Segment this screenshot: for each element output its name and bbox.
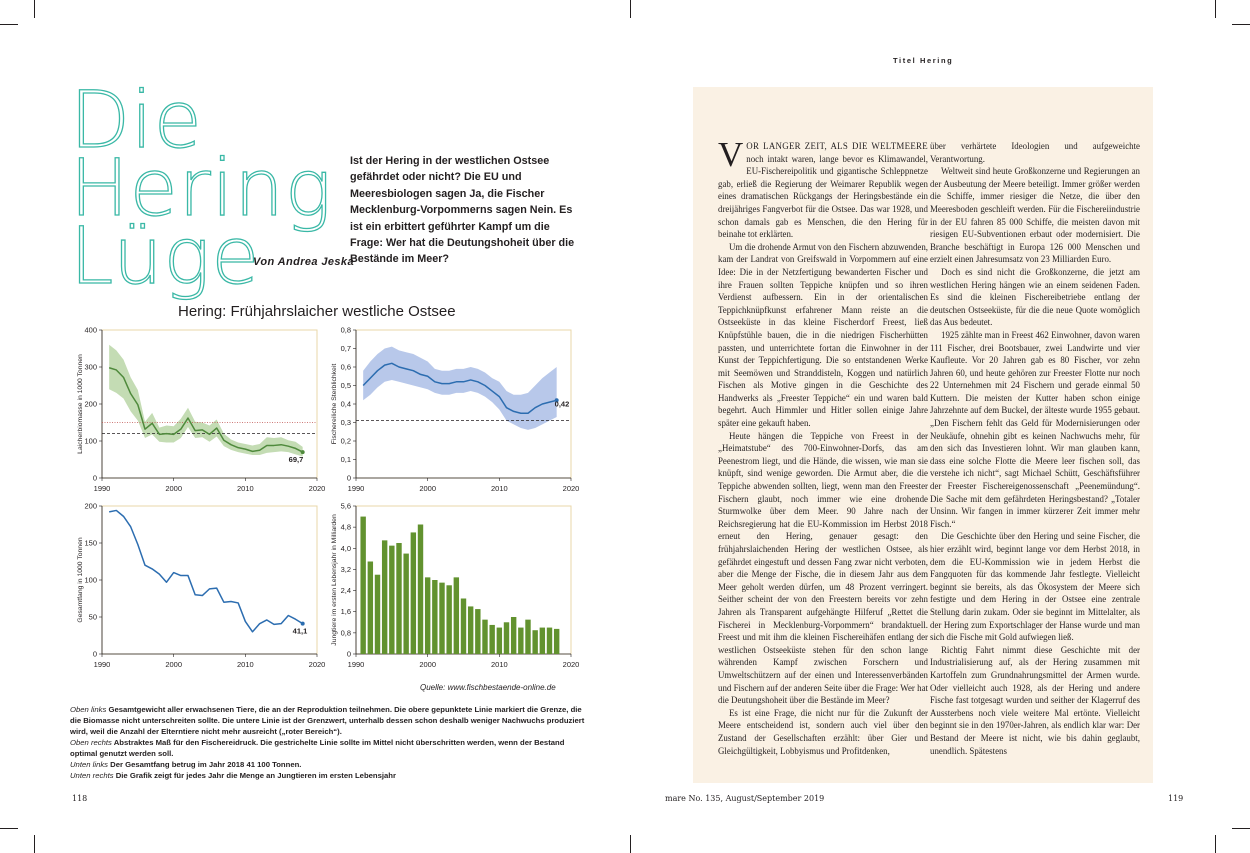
x-tick-label: 2000 xyxy=(419,660,437,669)
y-tick-label: 0,4 xyxy=(340,399,351,409)
bar xyxy=(468,606,473,654)
page-number-right: 119 xyxy=(1168,794,1184,803)
x-tick-label: 2020 xyxy=(562,484,580,493)
y-tick-label: 1,6 xyxy=(340,607,351,617)
bar xyxy=(432,580,437,654)
x-tick-label: 2010 xyxy=(236,660,254,669)
chart-mortality xyxy=(328,326,588,498)
y-tick-label: 4,0 xyxy=(340,543,351,553)
bar xyxy=(360,517,365,654)
bar xyxy=(540,628,545,654)
caption-entry: Unten rechts Die Grafik zeigt für jedes Jahr die Menge an Jungtieren im ersten Lebensjahr xyxy=(70,771,396,780)
bar xyxy=(396,543,401,654)
last-point xyxy=(301,622,305,626)
x-tick-label: 1990 xyxy=(347,484,365,493)
y-tick-label: 0,7 xyxy=(340,344,351,353)
article-column-1 xyxy=(718,135,928,757)
article-paragraph: 1925 zählte man in Freest 462 Einwohner, davon waren 111 Fischer, drei Bootsbauer, zwei Landwirte und vier Kaufleute. Vor 20 Jahren gab es 80 Fischer, vor zehn Jahren 60, und heute gehören zur Freester Flotte nur noch 22 Unternehmen mit 24 Fischern und gerade einmal 50 Kuttern. Die meisten der Kutter haben schon einige Jahrzehnte auf dem Buckel, der älteste wurde 1955 gebaut. „Den Fischern fehlt das Geld für Modernisierungen oder Neukäufe, ohnehin gibt es keinen Nachwuchs mehr, für den sich das Investieren lohnt. Wir man glauben kann, dass eine solche Flotte die Meere leer fischen soll, das verstehe ich nicht“, sagt Michael Schütt, Geschäftsführer der Freester Fischereigenossenschaft „Peenemündung“. Die Sache mit dem gefährdeten Heringsbestand? „Totaler Unsinn. Wir fangen in immer kürzerer Zeit immer mehr Fisch.“ xyxy=(930,329,1140,529)
bar xyxy=(482,620,487,654)
confidence-band xyxy=(363,347,557,430)
x-tick-label: 2010 xyxy=(236,484,254,493)
series-line xyxy=(109,510,303,631)
crop-mark xyxy=(34,0,35,18)
article-paragraph: VOR LANGER ZEIT, ALS DIE WELTMEERE noch intakt waren, lange bevor es Klimawandel, EU-Fischereipolitik und gigantische Schleppnetze gab, erließ die Regierung der Weimarer Republik wegen eines dramatischen Rückgangs der Heringsbestände ein dreijähriges Fangverbot für die Ostsee. Das war 1928, und schon damals gab es Menschen, die den Hering für beinahe tot erklärten. xyxy=(718,135,928,240)
x-tick-label: 2020 xyxy=(308,484,326,493)
crop-mark xyxy=(0,24,18,25)
bar xyxy=(425,577,430,654)
y-tick-label: 0 xyxy=(346,649,351,659)
bar xyxy=(547,628,552,654)
y-tick-label: 0,8 xyxy=(340,325,351,335)
section-tag: Titel Hering xyxy=(893,56,954,65)
article-paragraph: Weltweit sind heute Großkonzerne und Regierungen an der Ausbeutung der Meere beteiligt. Immer größer werden die Schiffe, immer riesiger die Netze, die über den Meeresboden geschleift werden. Für die Fischereiindustrie in der EU fahren 85 000 Schiffe, die meisten davon mit riesigen EU-Subventionen erbaut oder modernisiert. Die Branche beschäftigt in Europa 126 000 Menschen und erzielt einen Jahresumsatz von 23 Milliarden Euro. xyxy=(930,166,1140,265)
bar xyxy=(511,617,516,654)
bar xyxy=(368,562,373,655)
article-paragraph: Die Geschichte über den Hering und seine Fischer, die hier erzählt wird, beginnt lange vor dem Herbst 2018, in dem die EU-Kommission wie in jedem Herbst die Fangquoten für das kommende Jahr festlegte. Vielleicht beginnt sie bereits, als das Ökosystem der Meere sich festigte und dem Hering in der Ostsee eine zentrale Stellung darin zukam. Oder sie beginnt im Mittelalter, als der Hering zum Exportschlager der Hanse wurde und man sich die Fische mit Gold aufwiegen ließ. xyxy=(930,531,1140,643)
bar xyxy=(418,525,423,655)
y-tick-label: 100 xyxy=(84,436,97,446)
x-tick-label: 2000 xyxy=(419,484,437,493)
x-tick-label: 2020 xyxy=(308,660,326,669)
figure-source: Quelle: www.fischbestaende-online.de xyxy=(420,683,556,692)
y-tick-label: 0,8 xyxy=(340,628,351,638)
confidence-band xyxy=(109,345,303,457)
bar xyxy=(475,609,480,654)
last-point xyxy=(301,450,305,454)
y-tick-label: 3,2 xyxy=(340,564,351,574)
x-tick-label: 1990 xyxy=(347,660,365,669)
crop-mark xyxy=(1232,828,1250,829)
title-line-1: Die xyxy=(70,76,203,166)
crop-mark xyxy=(1215,835,1216,853)
y-tick-label: 0,2 xyxy=(340,436,351,446)
article-paragraph: Heute hängen die Teppiche von Freest in der „Heimatstube“ des 700-Einwohner-Dorfs, das am Peenestrom liegt, und die Hände, die wissen, wie man sie knüpft, sind wenige geworden. Die Armut aber, die die Teppiche abwenden sollten, liegt, wenn man den Freester Fischern glaubt, noch immer wie eine drohende Sturmwolke über dem Meer. 90 Jahre nach der Reichsregierung hat die EU-Kommission im Herbst 2018 erneut den Hering, genauer gesagt: den frühjahrslaichenden Hering der westlichen Ostsee, als gefährdet eingestuft und dessen Fang zwar nicht verboten, aber die Menge der Fische, die in diesem Jahr aus dem Meer geholt werden dürfen, um 48 Prozent verringert. Seither scheint der von den Freestern bereits vor zehn Jahren als Transparent aufgehängte Hilferuf „Rettet die Fischerei in Mecklenburg-Vorpommern“ brandaktuell. Freest und mit ihm die kleinen Fischereihäfen entlang der westlichen Ostseeküste stehen für den schon lange währenden Kampf zwischen Forschern und Umweltschützern auf der einen und Interessenverbänden und Fischern auf der anderen Seite über die Frage: Wer hat die Deutungshoheit über die Bestände im Meer? xyxy=(718,430,928,706)
caption-entry: Oben links Gesamtgewicht aller erwachsenen Tiere, die an der Reproduktion teilnehmen. Die obere gepunktete Linie markiert die Grenze, die die Biomasse nicht unterschreiten sollte. Die untere Linie ist der Grenzwert, unterhalb dessen schon deshalb weniger Nachwuchs produziert wird, weil die Anzahl der Elterntiere nicht mehr ausreicht („roter Bereich“). xyxy=(70,705,585,736)
y-tick-label: 0,6 xyxy=(340,362,351,372)
bar xyxy=(497,628,502,654)
bar xyxy=(446,585,451,654)
byline: Von Andrea Jeska xyxy=(253,256,354,268)
y-tick-label: 0 xyxy=(92,649,97,659)
y-tick-label: 300 xyxy=(84,362,97,372)
article-paragraph: Es ist eine Frage, die nicht nur für die Zukunft der Meere entscheidend ist, sondern auch viel über den Zustand der Gesellschaften erzählt: über Gier und Gleichgültigkeit, Lobbyismus und Profitdenken, xyxy=(718,707,928,756)
issue-info: mare No. 135, August/September 2019 xyxy=(665,794,825,803)
bar xyxy=(532,630,537,654)
x-tick-label: 2010 xyxy=(490,484,508,493)
bar xyxy=(411,532,416,654)
x-tick-label: 2000 xyxy=(165,660,183,669)
x-tick-label: 2020 xyxy=(562,660,580,669)
x-tick-label: 1990 xyxy=(93,484,111,493)
article-paragraph: über verhärtete Ideologien und aufgeweichte Verantwortung. xyxy=(930,141,1140,164)
x-tick-label: 2010 xyxy=(490,660,508,669)
x-tick-label: 2000 xyxy=(165,484,183,493)
bar xyxy=(403,554,408,654)
bar xyxy=(489,625,494,654)
last-value-label: 69,7 xyxy=(288,455,304,465)
crop-mark xyxy=(630,0,631,18)
crop-mark xyxy=(1215,0,1216,18)
y-tick-label: 5,6 xyxy=(340,501,351,511)
article-paragraph: Richtig Fahrt nimmt diese Geschichte mit der Industrialisierung auf, als der Hering zusammen mit Kartoffeln zum Grundnahrungsmittel der Armen wurde. Oder vielleicht auch 1928, als der Hering und andere Fische fast totgesagt wurden und seither der Klagerruf des Aussterbens noch viele weitere Mal ertönte. Vielleicht beginnt sie in den 1970er-Jahren, als endlich klar war: Der Bestand der Meere ist nicht, wie bis dahin geglaubt, unendlich. Spätestens xyxy=(930,644,1140,756)
x-tick-label: 1990 xyxy=(93,660,111,669)
y-tick-label: 0 xyxy=(346,473,351,483)
y-tick-label: 0,1 xyxy=(340,455,351,464)
caption-entry: Unten links Der Gesamtfang betrug im Jahr 2018 41 100 Tonnen. xyxy=(70,760,302,769)
bar xyxy=(382,540,387,654)
y-tick-label: 400 xyxy=(84,325,97,335)
y-tick-label: 50 xyxy=(88,612,97,622)
crop-mark xyxy=(630,835,631,853)
title-line-2: Hering xyxy=(70,144,333,234)
figure-caption xyxy=(70,704,590,781)
last-value-label: 41,1 xyxy=(292,626,308,636)
bar xyxy=(504,622,509,654)
y-axis-label: Laicherbiomasse in 1000 Tonnen xyxy=(77,354,84,454)
y-tick-label: 4,8 xyxy=(340,522,351,532)
chart-recruits xyxy=(328,502,588,674)
chart-biomass xyxy=(70,326,340,498)
intro-text: Ist der Hering in der westlichen Ostsee gefährdet oder nicht? Die EU und Meeresbiologen sagen Ja, die Fischer Mecklenburg-Vorpommerns sagen Nein. Es ist ein erbittert geführter Kampf um die Frage: Wer hat die Deutungshoheit über die Bestände im Meer? xyxy=(350,155,575,266)
dropcap: V xyxy=(718,135,744,174)
y-tick-label: 0,5 xyxy=(340,381,351,390)
y-axis-label: Fischereiliche Sterblichkeit xyxy=(331,363,338,445)
bar xyxy=(525,620,530,654)
chart-catch xyxy=(70,502,340,674)
y-tick-label: 0,3 xyxy=(340,418,351,427)
article-column-2 xyxy=(930,140,1140,757)
y-tick-label: 0 xyxy=(92,473,97,483)
y-axis-label: Gesamtfang in 1000 Tonnen xyxy=(77,537,84,623)
y-tick-label: 200 xyxy=(84,399,97,409)
crop-mark xyxy=(34,835,35,853)
bar xyxy=(461,599,466,655)
bar xyxy=(518,628,523,654)
bar xyxy=(554,629,559,654)
article-paragraph: Um die drohende Armut von den Fischern abzuwenden, kam der Landrat von Greifswald in Vorpommern auf eine Idee: Die in der Netzfertigung bewanderten Fischer und ihre Frauen sollten Teppiche knüpfen und so ihren Verdienst aufbessern. Ein in der orientalischen Teppichknüpfkunst erfahrener Mann reiste an die Ostseeküste in das kleine Fischerdorf Freest, ließ Knüpfstühle bauen, die in die niedrigen Fischerhütten passten, und unterrichtete fortan die Einwohner in der Kunst der Teppichfertigung. Die so entstandenen Werke mit Seemöwen und Stranddisteln, Koggen und natürlich Fischen als Motive gingen in die Geschichte des Handwerks als „Freester Teppiche“ ein und waren bald begehrt. Auch Himmler und Hitler sollen einige Jahre später eine gekauft haben. xyxy=(718,241,928,429)
bar xyxy=(439,583,444,654)
bar xyxy=(389,546,394,654)
y-axis-label: Jungtiere im ersten Lebensjahr in Milliarden xyxy=(331,514,338,646)
y-tick-label: 200 xyxy=(84,501,97,511)
title-line-3: Lüge xyxy=(70,212,261,302)
y-tick-label: 100 xyxy=(84,575,97,585)
last-value-label: 0,42 xyxy=(554,399,570,409)
bar xyxy=(454,577,459,654)
crop-mark xyxy=(1232,24,1250,25)
crop-mark xyxy=(0,828,18,829)
y-tick-label: 150 xyxy=(84,538,97,548)
caption-entry: Oben rechts Abstraktes Maß für den Fischereidruck. Die gestrichelte Linie sollte im Mittel nicht überschritten werden, wenn der Bestand optimal genutzt werden soll. xyxy=(70,738,565,758)
plot-frame xyxy=(102,506,317,654)
page-number-left: 118 xyxy=(72,794,88,803)
figure-title: Hering: Frühjahrslaicher westliche Ostsee xyxy=(178,303,456,320)
y-tick-label: 2,4 xyxy=(340,586,351,596)
bar xyxy=(375,575,380,654)
article-paragraph: Doch es sind nicht die Großkonzerne, die jetzt am westlichen Hering hängen wie an einem seidenen Faden. Es sind die kleinen Fischereibetriebe entlang der deutschen Ostseeküste, für die die neue Quote womöglich das Aus bedeutet. xyxy=(930,266,1140,328)
